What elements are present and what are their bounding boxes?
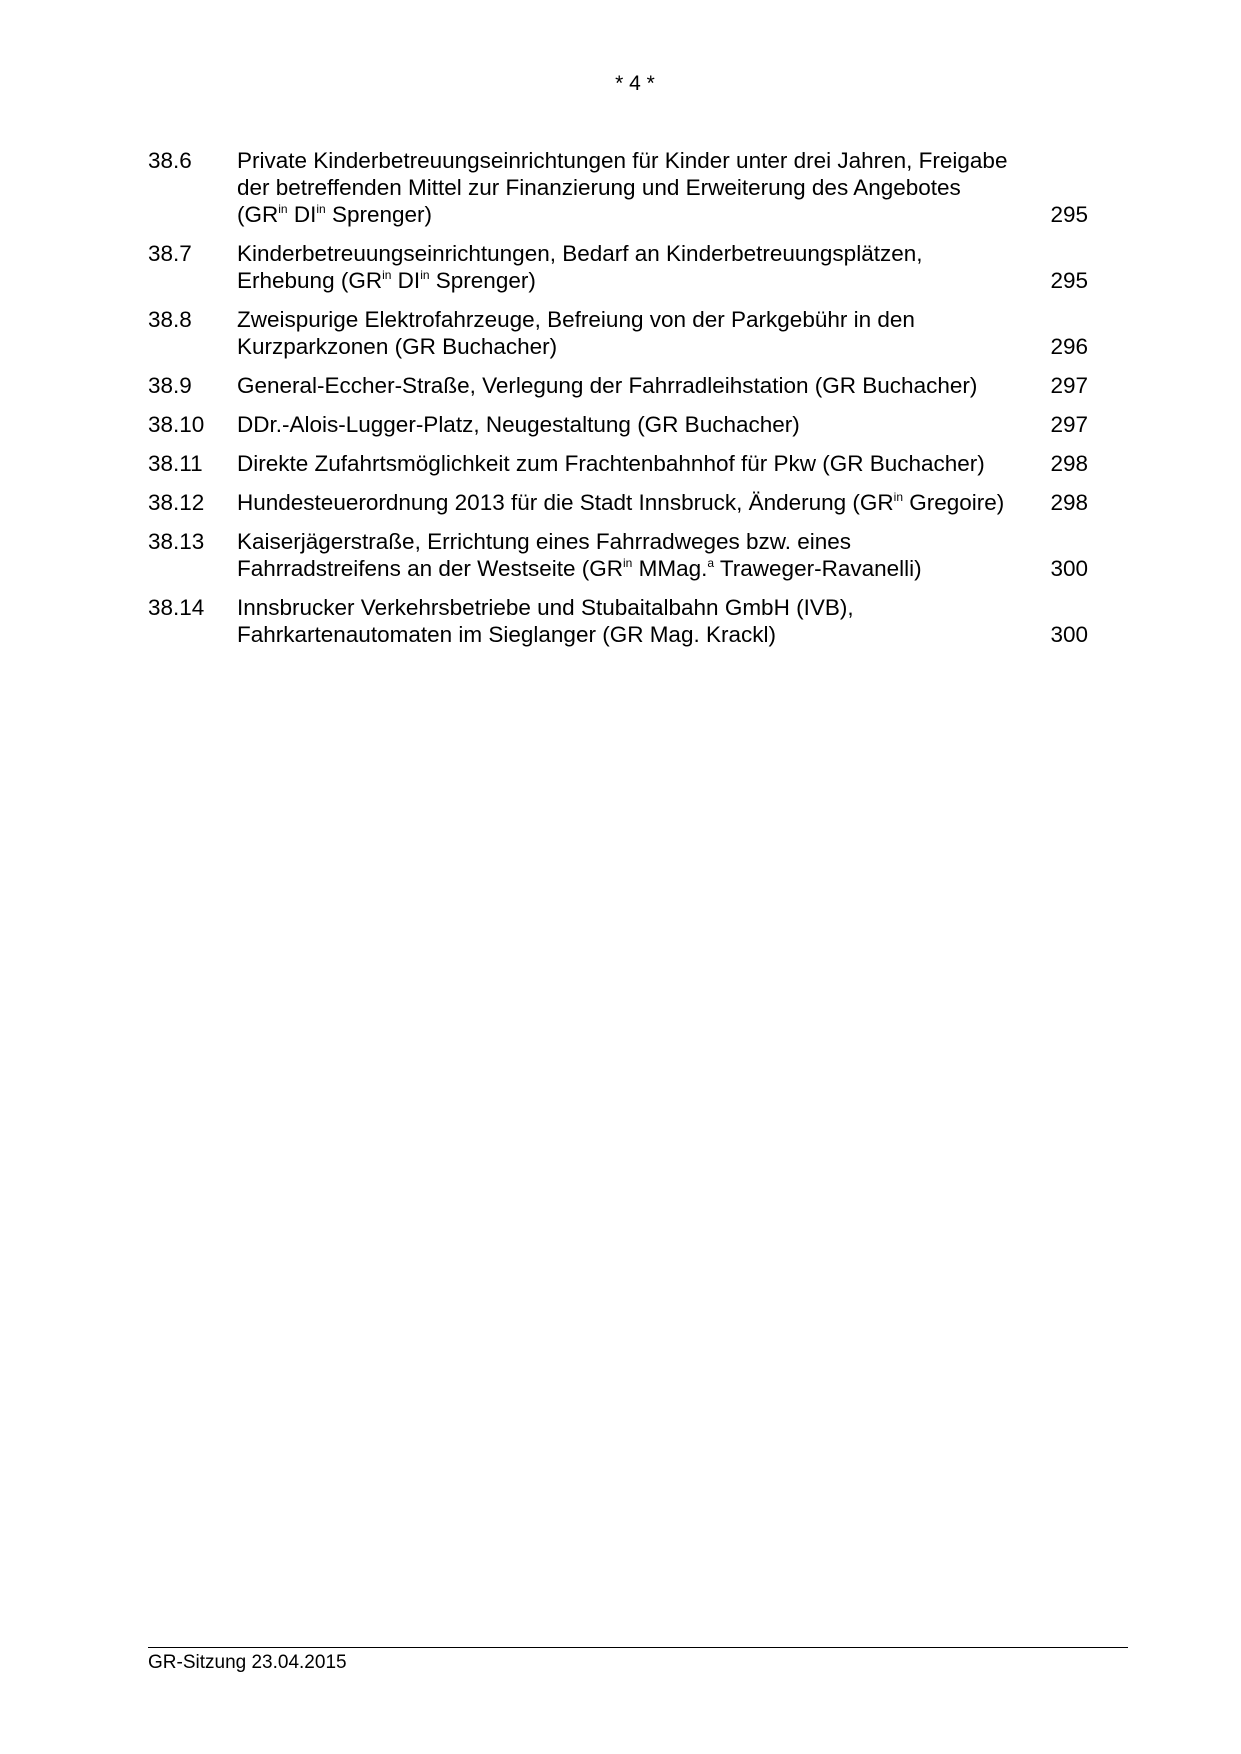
title-text: Private Kinderbetreuungseinrichtungen für Kinder unter drei Jahren, Freigabe — [237, 148, 1008, 173]
page-number: * 4 * — [615, 72, 655, 95]
toc-entry-title — [237, 411, 1027, 438]
toc-entry-number: 38.8 — [148, 307, 192, 332]
toc-entry — [148, 594, 1088, 648]
title-text: MMag. — [632, 556, 708, 581]
toc-entry-page: 297 — [1050, 412, 1088, 437]
toc-entry-title — [237, 594, 1027, 648]
toc-entry-page: 300 — [1050, 556, 1088, 581]
toc-entry-title-line — [237, 450, 1027, 477]
title-text: (GR — [237, 202, 279, 227]
toc-entry — [148, 147, 1088, 228]
title-text: Kurzparkzonen (GR Buchacher) — [237, 334, 558, 359]
title-text: Direkte Zufahrtsmöglichkeit zum Frachtenbahnhof für Pkw (GR Buchacher) — [237, 451, 985, 476]
toc-entry — [148, 372, 1088, 399]
toc-entry-title-line — [237, 621, 1027, 648]
toc-entry-page: 300 — [1050, 622, 1088, 647]
toc-entry-title-line — [237, 201, 1027, 228]
footer-session-date: GR-Sitzung 23.04.2015 — [148, 1652, 347, 1673]
title-text: DI — [287, 202, 317, 227]
toc-entry-title-line — [237, 306, 1027, 333]
superscript: in — [622, 556, 633, 570]
toc-entry-page: 295 — [1050, 202, 1088, 227]
toc-entry-title-line — [237, 411, 1027, 438]
toc-entry-page: 298 — [1050, 490, 1088, 515]
toc-entry-page: 295 — [1050, 268, 1088, 293]
toc-entry-title-line — [237, 240, 1027, 267]
toc-entry — [148, 528, 1088, 582]
title-text: Sprenger) — [325, 202, 433, 227]
toc-entry-title-line — [237, 174, 1027, 201]
toc-entry-title — [237, 147, 1027, 228]
superscript: in — [316, 202, 326, 216]
toc-entry — [148, 240, 1088, 294]
toc-entry-title — [237, 306, 1027, 360]
title-text: General-Eccher-Straße, Verlegung der Fahrradleihstation (GR Buchacher) — [237, 373, 978, 398]
title-text: DDr.-Alois-Lugger-Platz, Neugestaltung (GR Buchacher) — [237, 412, 800, 437]
title-text: Gregoire) — [903, 490, 1005, 515]
toc-entry-page: 296 — [1050, 334, 1088, 359]
toc-entry-title-line — [237, 489, 1027, 516]
toc-entry-number: 38.7 — [148, 241, 192, 266]
title-text: Zweispurige Elektrofahrzeuge, Befreiung von der Parkgebühr in den — [237, 307, 915, 332]
superscript: in — [382, 268, 392, 282]
toc-entry — [148, 450, 1088, 477]
title-text: Fahrradstreifens an der Westseite (GR — [237, 556, 623, 581]
title-text: Erhebung (GR — [237, 268, 383, 293]
toc-entry-title-line — [237, 555, 1027, 582]
toc-entry-title-line — [237, 528, 1027, 555]
toc-entry-page: 297 — [1050, 373, 1088, 398]
title-text: Innsbrucker Verkehrsbetriebe und Stubaitalbahn GmbH (IVB), — [237, 595, 854, 620]
toc-entry-title-line — [237, 333, 1027, 360]
superscript: in — [278, 202, 288, 216]
toc-entry — [148, 306, 1088, 360]
toc-entry-number: 38.11 — [148, 451, 203, 476]
toc-entry-page: 298 — [1050, 451, 1088, 476]
toc-entry-title-line — [237, 594, 1027, 621]
title-text: der betreffenden Mittel zur Finanzierung und Erweiterung des Angebotes — [237, 175, 961, 200]
toc-entry — [148, 411, 1088, 438]
footer-divider — [148, 1647, 1128, 1648]
toc-entry-title — [237, 528, 1027, 582]
toc-entry-number: 38.14 — [148, 595, 205, 620]
toc-entry-title — [237, 450, 1027, 477]
superscript: a — [707, 556, 715, 570]
superscript: in — [420, 268, 430, 282]
toc-entry-title-line — [237, 372, 1027, 399]
title-text: Hundesteuerordnung 2013 für die Stadt Innsbruck, Änderung (GR — [237, 490, 894, 515]
title-text: Fahrkartenautomaten im Sieglanger (GR Mag. Krackl) — [237, 622, 776, 647]
toc-entry-title — [237, 240, 1027, 294]
toc-entry — [148, 489, 1088, 516]
toc-entry-title-line — [237, 267, 1027, 294]
toc-entry-number: 38.10 — [148, 412, 205, 437]
toc-entry-number: 38.12 — [148, 490, 205, 515]
toc-entry-title-line — [237, 147, 1027, 174]
title-text: DI — [391, 268, 421, 293]
toc-entry-number: 38.6 — [148, 148, 192, 173]
toc-entry-title — [237, 372, 1027, 399]
title-text: Sprenger) — [429, 268, 536, 293]
title-text: Kaiserjägerstraße, Errichtung eines Fahrradweges bzw. eines — [237, 529, 852, 554]
table-of-contents — [148, 147, 1088, 660]
toc-entry-number: 38.13 — [148, 529, 205, 554]
toc-entry-title — [237, 489, 1027, 516]
title-text: Kinderbetreuungseinrichtungen, Bedarf an Kinderbetreuungsplätzen, — [237, 241, 923, 266]
title-text: Traweger-Ravanelli) — [714, 556, 922, 581]
toc-entry-number: 38.9 — [148, 373, 192, 398]
superscript: in — [893, 490, 904, 504]
